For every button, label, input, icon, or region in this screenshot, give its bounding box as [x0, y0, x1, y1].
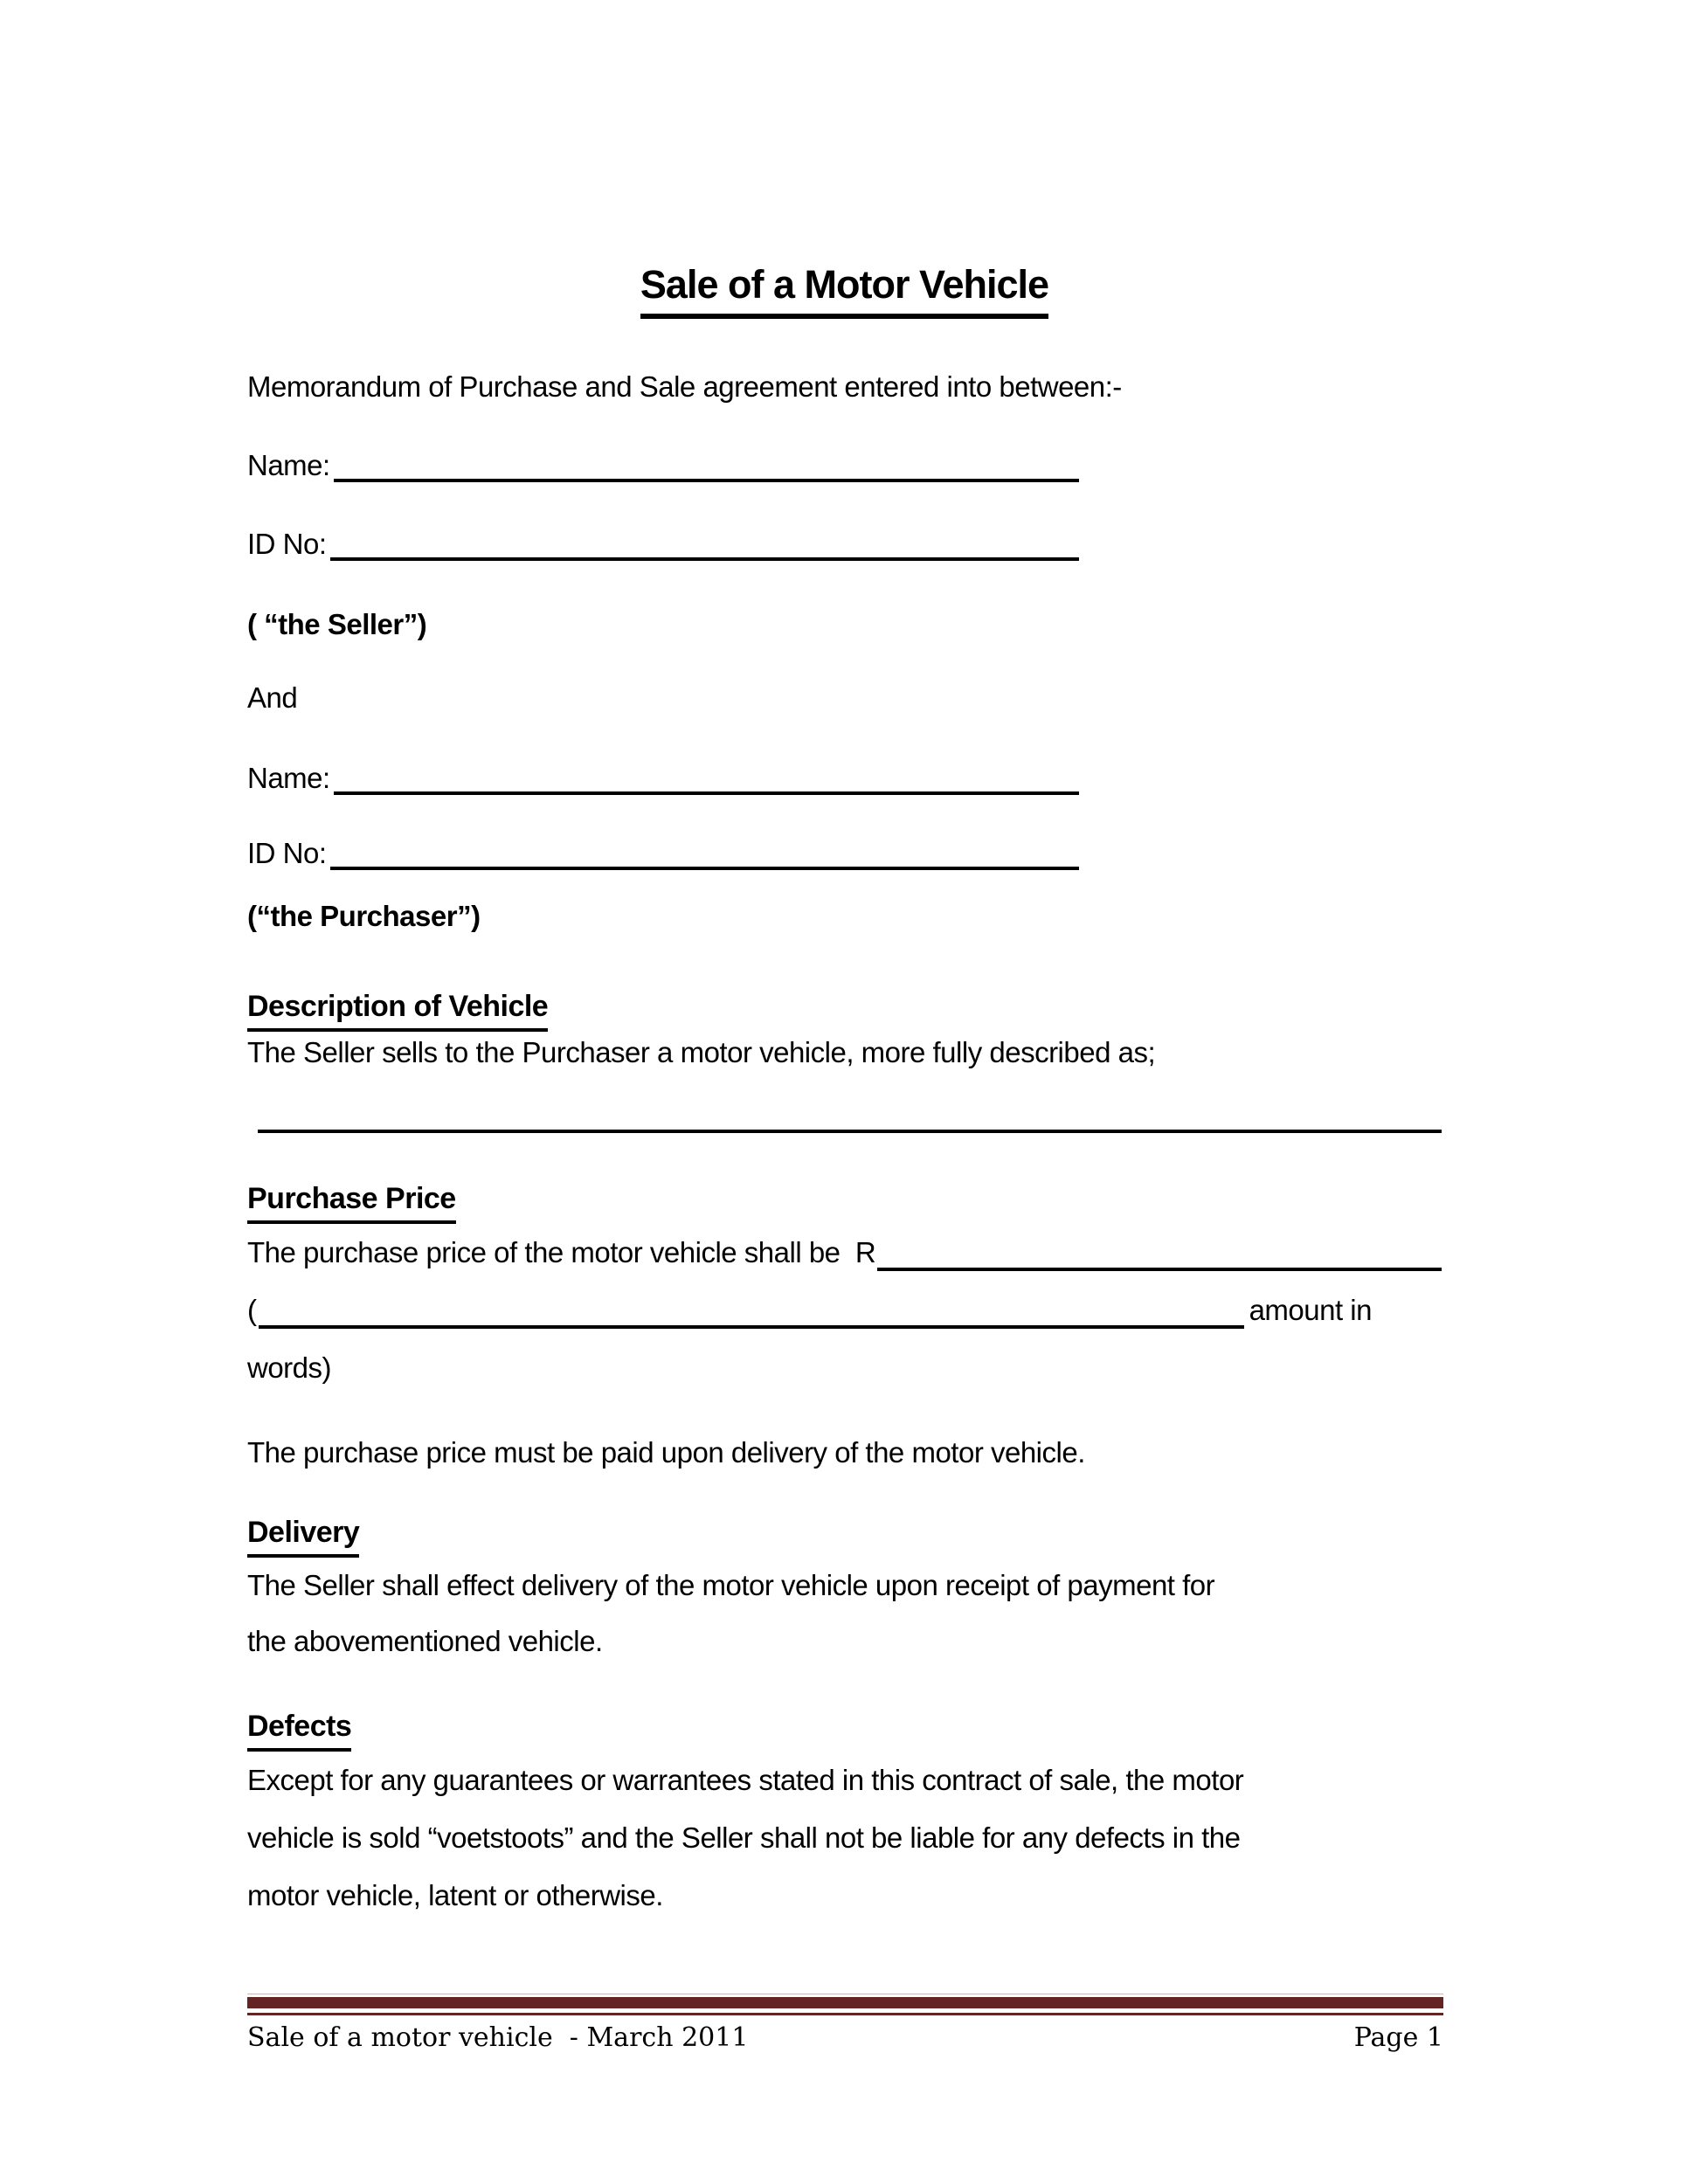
seller-name-blank-line	[334, 445, 1079, 482]
footer-page-number: Page 1	[1353, 2022, 1443, 2053]
footer-bar-thick	[247, 1997, 1443, 2008]
description-body: The Seller sells to the Purchaser a motor vehicle, more fully described as;	[247, 1036, 1156, 1068]
seller-name-row	[247, 445, 1442, 487]
defects-line: vehicle is sold “voetstoots” and the Seller shall not be liable for any defects in the	[247, 1821, 1241, 1854]
section-heading-description: Description of Vehicle	[247, 986, 1442, 1032]
seller-id-label: ID No:	[247, 528, 327, 560]
amount-in-suffix: amount in	[1249, 1294, 1372, 1326]
delivery-line: The Seller shall effect delivery of the motor vehicle upon receipt of payment for	[247, 1569, 1215, 1601]
words-suffix: words)	[247, 1351, 332, 1384]
footer-left-text: Sale of a motor vehicle - March 2011	[247, 2022, 749, 2053]
purchase-price-amount-row	[247, 1224, 1442, 1282]
defects-line: motor vehicle, latent or otherwise.	[247, 1879, 663, 1911]
purchaser-id-row	[247, 833, 1442, 874]
open-paren: (	[247, 1294, 257, 1326]
purchase-price-blank-line	[877, 1224, 1442, 1271]
intro-text: Memorandum of Purchase and Sale agreement entered into between:-	[247, 370, 1122, 403]
seller-name-label: Name:	[247, 449, 330, 481]
section-heading-purchase-price: Purchase Price	[247, 1178, 1442, 1224]
purchaser-name-label: Name:	[247, 762, 330, 794]
parties-connector: And	[247, 681, 298, 714]
page-footer	[247, 1994, 1443, 2056]
purchaser-tag: (“the Purchaser”)	[247, 900, 481, 932]
document-title-text: Sale of a Motor Vehicle	[640, 260, 1048, 319]
footer-bar-thin	[247, 2013, 1443, 2015]
defects-line: Except for any guarantees or warrantees stated in this contract of sale, the motor	[247, 1764, 1244, 1796]
amount-in-words-row	[247, 1282, 1442, 1339]
defects-body	[247, 1752, 1442, 1925]
purchase-price-prefix: The purchase price of the motor vehicle shall be R	[247, 1236, 876, 1268]
section-heading-defects: Defects	[247, 1706, 1442, 1752]
amount-words-blank-line	[259, 1282, 1244, 1329]
purchaser-name-row	[247, 757, 1442, 799]
purchaser-id-blank-line	[330, 833, 1079, 870]
purchaser-name-blank-line	[334, 757, 1079, 795]
document-title	[247, 260, 1442, 319]
seller-id-blank-line	[330, 523, 1079, 561]
section-heading-delivery: Delivery	[247, 1512, 1442, 1558]
seller-id-row	[247, 523, 1442, 565]
delivery-body	[247, 1558, 1442, 1669]
seller-tag: ( “the Seller”)	[247, 608, 427, 640]
description-blank-line	[258, 1130, 1442, 1133]
delivery-line: the abovementioned vehicle.	[247, 1625, 603, 1657]
purchaser-id-label: ID No:	[247, 837, 327, 869]
purchase-price-note: The purchase price must be paid upon delivery of the motor vehicle.	[247, 1436, 1085, 1469]
